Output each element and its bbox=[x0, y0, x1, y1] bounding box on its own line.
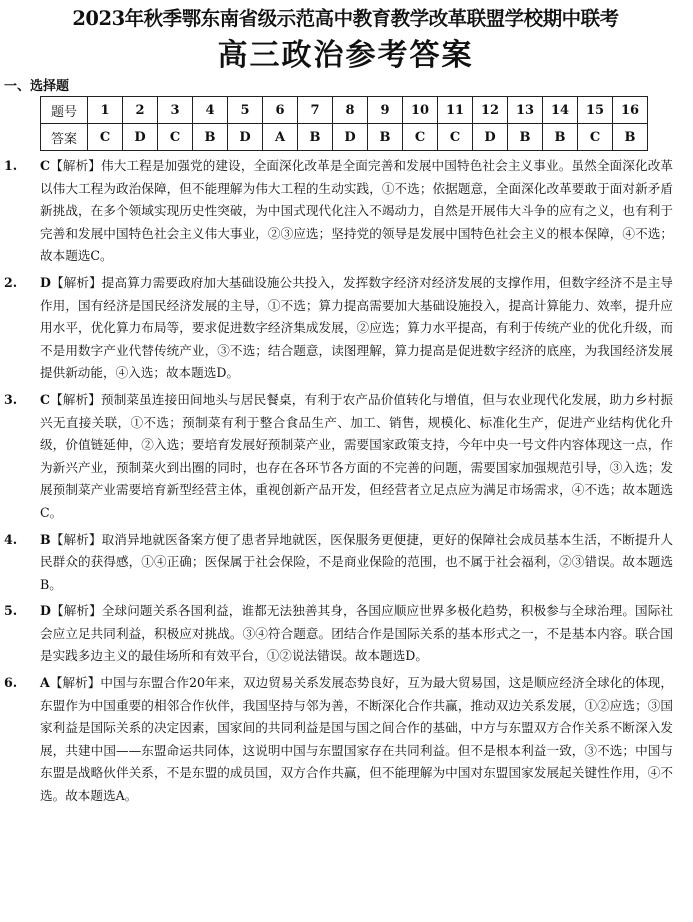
answer-table-answer: C bbox=[438, 124, 473, 151]
answer-table-answer: D bbox=[333, 124, 368, 151]
answer-table-answer: B bbox=[508, 124, 543, 151]
list-item bbox=[4, 529, 673, 597]
answer-table-answer: B bbox=[368, 124, 403, 151]
answer-table-question-number: 4 bbox=[193, 97, 228, 124]
answer-table-question-number: 9 bbox=[368, 97, 403, 124]
question-explanation: 【解析】全球问题关系各国利益，谁都无法独善其身，各国应顺应世界多极化趋势，积极参与全球治理。国际社会应立足共同利益，积极应对挑战。③④符合题意。团结合作是国际关系的基本形式之一，不是基本内容。联合国是实践多边主义的最佳场所和有效平台，①②说法错误。故本题选D。 bbox=[40, 603, 673, 664]
question-number: 1. bbox=[4, 158, 18, 173]
answer-table-answer: D bbox=[123, 124, 158, 151]
list-item bbox=[4, 272, 673, 385]
question-explanation: 【解析】伟大工程是加强党的建设，全面深化改革是全面完善和发展中国特色社会主义事业。虽然全面深化改革以伟大工程为政治保障，但不能理解为伟大工程的生动实践，①不选；依据题意，全面深化改革要敢于面对新矛盾新挑战，在多个领域实现历史性突破，为中国式现代化注入不竭动力，自然是开展伟大斗争的应有之义，也有利于完善和发展中国特色社会主义伟大事业，②③应选；坚持党的领导是发展中国特色社会主义的根本保障，④不选；故本题选C。 bbox=[40, 158, 673, 264]
answer-table-question-number: 15 bbox=[578, 97, 613, 124]
question-number: 5. bbox=[4, 603, 18, 619]
answer-table-answer: B bbox=[543, 124, 578, 151]
answer-table-answer: C bbox=[88, 124, 123, 151]
list-item bbox=[4, 600, 673, 668]
answer-table-answer: A bbox=[263, 124, 298, 151]
answer-table-answer: C bbox=[403, 124, 438, 151]
answer-table-answer: D bbox=[228, 124, 263, 151]
list-item bbox=[4, 155, 673, 268]
question-answer: A bbox=[40, 675, 50, 691]
question-number: 3. bbox=[4, 391, 18, 407]
answer-table-answer: B bbox=[298, 124, 333, 151]
section-title-choice: 一、选择题 bbox=[4, 79, 70, 94]
answer-table-answer-row bbox=[41, 124, 648, 151]
question-explanation: 【解析】取消异地就医备案方便了患者异地就医，医保服务更便捷，更好的保障社会成员基本生活，不断提升人民群众的获得感，①④正确；医保属于社会保险，不是商业保险的范围，也不属于社会福利，②③错误。故本题选B。 bbox=[40, 531, 673, 592]
answer-table-row-label: 答案 bbox=[41, 124, 88, 151]
answer-table-answer: B bbox=[193, 124, 228, 151]
question-number: 6. bbox=[4, 675, 18, 691]
answer-table-row-label: 题号 bbox=[41, 97, 88, 124]
question-explanation: 【解析】预制菜虽连接田间地头与居民餐桌，有利于农产品价值转化与增值，但与农业现代化发展，助力乡村振兴无直接关联，①不选；预制菜有利于整合食品生产、加工、销售，规模化、标准化生产，促进产业结构优化升级，价值链延伸，②入选；要培育发展好预制菜产业，需要国家政策支持，今年中央一号文件内容体现这一点，作为新兴产业，预制菜火到出圈的同时，也存在各环节各方面的不完善的问题，需要国家加强规范引导，③入选；发展预制菜产业需要培育新型经营主体，重视创新产品开发，但经营者立足点应为满足市场需求，④不选；故本题选C。 bbox=[40, 391, 673, 520]
answer-sheet-page bbox=[0, 4, 693, 922]
question-number: 2. bbox=[4, 274, 18, 290]
explanation-list bbox=[4, 155, 673, 808]
answer-table-question-number: 3 bbox=[158, 97, 193, 124]
question-explanation: 【解析】中国与东盟合作20年来，双边贸易关系发展态势良好，互为最大贸易国，这是顺应经济全球化的体现，东盟作为中国重要的相邻合作伙伴，我国坚持与邻为善，不断深化合作共赢，推动双边关系发展，①②应选；③国家利益是国际关系的决定因素，国家间的共同利益是国与国之间合作的基础，中方与东盟双方合作关系不断深入发展，共建中国——东盟命运共同体，这说明中国与东盟国家存在共同利益。但不是根本利益一致，③不选；中国与东盟是战略伙伴关系，不是东盟的成员国，双方合作共赢，但不能理解为中国对东盟国家发展起关键性作用，④不选。故本题选A。 bbox=[40, 675, 673, 804]
question-answer: D bbox=[40, 603, 51, 619]
answer-table-question-number: 2 bbox=[123, 97, 158, 124]
answer-table-question-number: 13 bbox=[508, 97, 543, 124]
answer-table-answer: B bbox=[613, 124, 648, 151]
answer-table-answer: D bbox=[473, 124, 508, 151]
answer-table-question-number: 8 bbox=[333, 97, 368, 124]
exam-title: 2023年秋季鄂东南省级示范高中教育教学改革联盟学校期中联考 bbox=[72, 7, 619, 30]
question-answer: B bbox=[40, 531, 51, 547]
answer-table-answer: C bbox=[578, 124, 613, 151]
question-explanation: 【解析】提高算力需要政府加大基础设施公共投入，发挥数字经济对经济发展的支撑作用，但数字经济不是主导作用，国有经济是国民经济发展的主导，①不选；算力提高需要加大基础设施投入，提高计算能力、效率，提升应用水平，优化算力布局等，要求促进数字经济集成发展，②应选；算力水平提高，有利于传统产业的优化升级，而不是用数字产业代替传统产业，③不选；结合题意，读图理解，算力提高是促进数字经济的底座，为我国经济发展提供新动能，④入选；故本题选D。 bbox=[40, 274, 673, 381]
answer-table-question-number: 11 bbox=[438, 97, 473, 124]
answer-table-question-number: 10 bbox=[403, 97, 438, 124]
answer-table-question-number: 1 bbox=[88, 97, 123, 124]
answer-table-question-number: 14 bbox=[543, 97, 578, 124]
answer-table-answer: C bbox=[158, 124, 193, 151]
question-answer: C bbox=[40, 391, 51, 407]
list-item bbox=[4, 389, 673, 525]
question-number: 4. bbox=[4, 531, 18, 547]
answer-table-number-row bbox=[41, 97, 648, 124]
answer-table-question-number: 5 bbox=[228, 97, 263, 124]
answer-table-question-number: 12 bbox=[473, 97, 508, 124]
answer-table-question-number: 16 bbox=[613, 97, 648, 124]
question-answer: C bbox=[40, 158, 51, 173]
page-title: 高三政治参考答案 bbox=[217, 38, 474, 73]
answer-table-question-number: 7 bbox=[298, 97, 333, 124]
answer-table bbox=[40, 96, 648, 151]
list-item bbox=[4, 672, 673, 808]
question-answer: D bbox=[40, 274, 51, 290]
answer-table-question-number: 6 bbox=[263, 97, 298, 124]
